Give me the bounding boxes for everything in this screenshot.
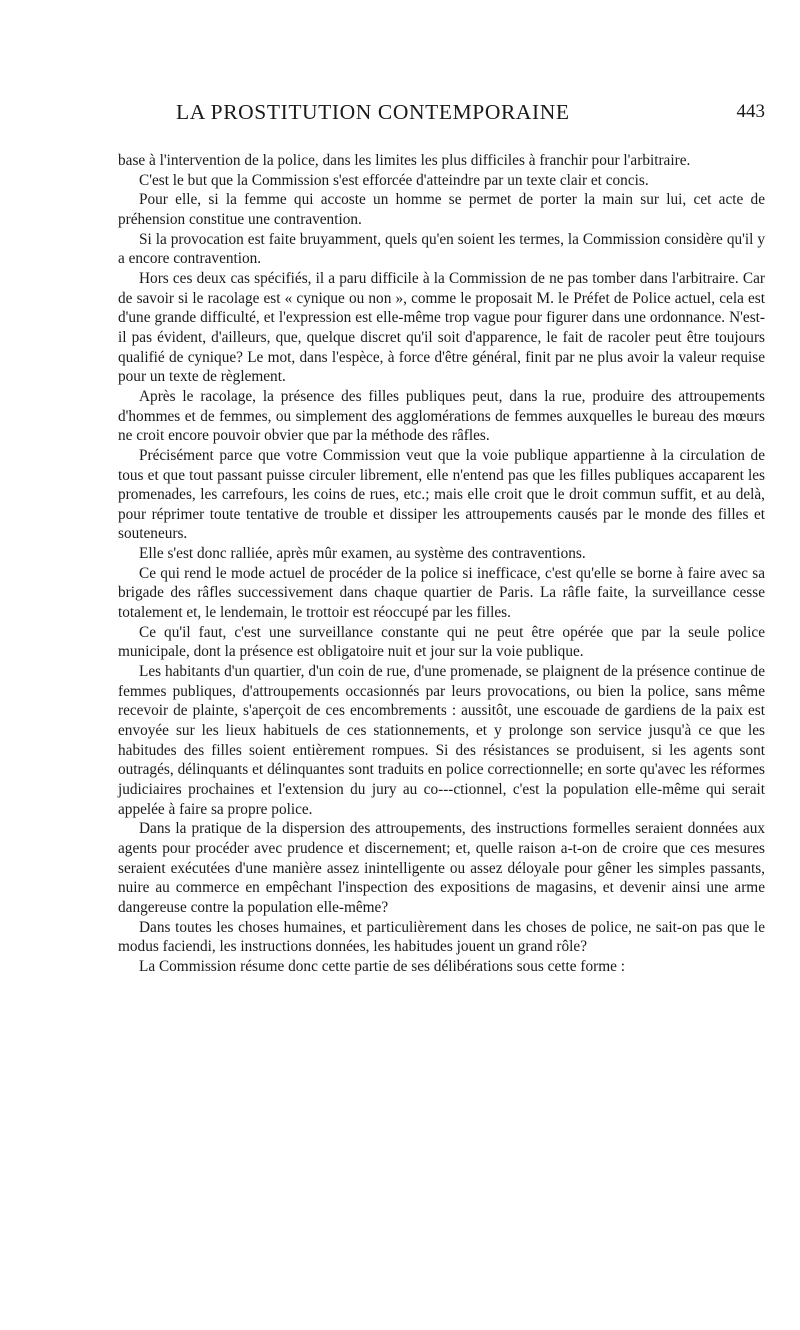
- running-title: LA PROSTITUTION CONTEMPORAINE: [176, 100, 570, 124]
- paragraph: Si la provocation est faite bruyamment, quels qu'en soient les termes, la Commission considère qu'il y a encore contravention.: [118, 230, 765, 268]
- paragraph: C'est le but que la Commission s'est efforcée d'atteindre par un texte clair et concis.: [139, 171, 649, 189]
- page-number: 443: [736, 101, 765, 122]
- paragraph: Après le racolage, la présence des filles publiques peut, dans la rue, produire des attroupements d'hommes et de femmes, ou simplement des agglomérations de femmes auxquelles le bureau des mœurs ne croit encore pouvoir obvier que par la méthode des râfles.: [118, 387, 765, 445]
- paragraph: Ce qui rend le mode actuel de procéder de la police si inefficace, c'est qu'elle se borne à faire avec sa brigade des râfles successivement dans chaque quartier de Paris. La râfle faite, la surveillance cesse totalement et, le lendemain, le trottoir est réoccupé par les filles.: [118, 564, 765, 622]
- body-text: [118, 151, 765, 977]
- paragraph: Précisément parce que votre Commission veut que la voie publique appartienne à la circulation de tous et que tout passant puisse circuler librement, elle n'entend pas que les filles publiques accaparent les promenades, les carrefours, les coins de rues, etc.; mais elle croit que le droit commun suffit, et au delà, pour réprimer toute tentative de trouble et dissiper les attroupements causés par le monde des filles et souteneurs.: [118, 446, 765, 543]
- paragraph: base à l'intervention de la police, dans les limites les plus difficiles à franchir pour l'arbitraire.: [118, 152, 691, 169]
- paragraph: Elle s'est donc ralliée, après mûr examen, au système des contraventions.: [139, 545, 586, 563]
- paragraph: Pour elle, si la femme qui accoste un homme se permet de porter la main sur lui, cet acte de préhension constitue une contravention.: [118, 191, 765, 228]
- paragraph: Dans toutes les choses humaines, et particulièrement dans les choses de police, ne sait-on pas que le modus faciendi, les instructions données, les habitudes jouent un grand rôle?: [118, 918, 765, 956]
- paragraph: Dans la pratique de la dispersion des attroupements, des instructions formelles seraient données aux agents pour procéder avec prudence et discernement; et, quelle raison a-t-on de croire que ces mesures seraient exécutées d'une manière assez inintelligente ou assez déloyale pour gêner les simples passants, nuire au commerce en empêchant l'inspection des expositions de magasins, et devenir ainsi une arme dangereuse contre la population elle-même?: [118, 820, 765, 916]
- paragraph: Hors ces deux cas spécifiés, il a paru difficile à la Commission de ne pas tomber dans l'arbitraire. Car de savoir si le racolage est « cynique ou non », comme le proposait M. le Préfet de Police actuel, cela est d'une grande difficulté, et l'expression est elle-même trop vague pour figurer dans une ordonnance. N'est-il pas évident, d'ailleurs, que, quelque discret qu'il soit d'apparence, le fait de racoler peut être toujours qualifié de cynique? Le mot, dans l'espèce, à force d'être général, finit par ne plus avoir la valeur requise pour un texte de règlement.: [118, 269, 765, 386]
- paragraph: Ce qu'il faut, c'est une surveillance constante qui ne peut être opérée que par la seule police municipale, dont la présence est obligatoire nuit et jour sur la voie publique.: [118, 623, 765, 661]
- paragraph: Les habitants d'un quartier, d'un coin de rue, d'une promenade, se plaignent de la présence continue de femmes publiques, d'attroupements occasionnés par leurs provocations, ou bien la police, sans même recevoir de plainte, s'aperçoit de ces encombrements : aussitôt, une escouade de gardiens de la paix est envoyée sur les lieux habituels de ces stationnements, et y prolonge son service jusqu'à ce que les habitudes des filles soient entièrement rompues. Si des résistances se produisent, si les agents sont outragés, délinquants et délinquantes sont traduits en police correctionnelle; en sorte qu'avec les réformes judiciaires prochaines et l'extension du jury au co‑‑‑ctionnel, c'est la population elle-même qui serait appelée à faire sa propre police.: [118, 663, 765, 818]
- page-header: [118, 100, 765, 128]
- paragraph: La Commission résume donc cette partie de ses délibérations sous cette forme :: [139, 957, 625, 975]
